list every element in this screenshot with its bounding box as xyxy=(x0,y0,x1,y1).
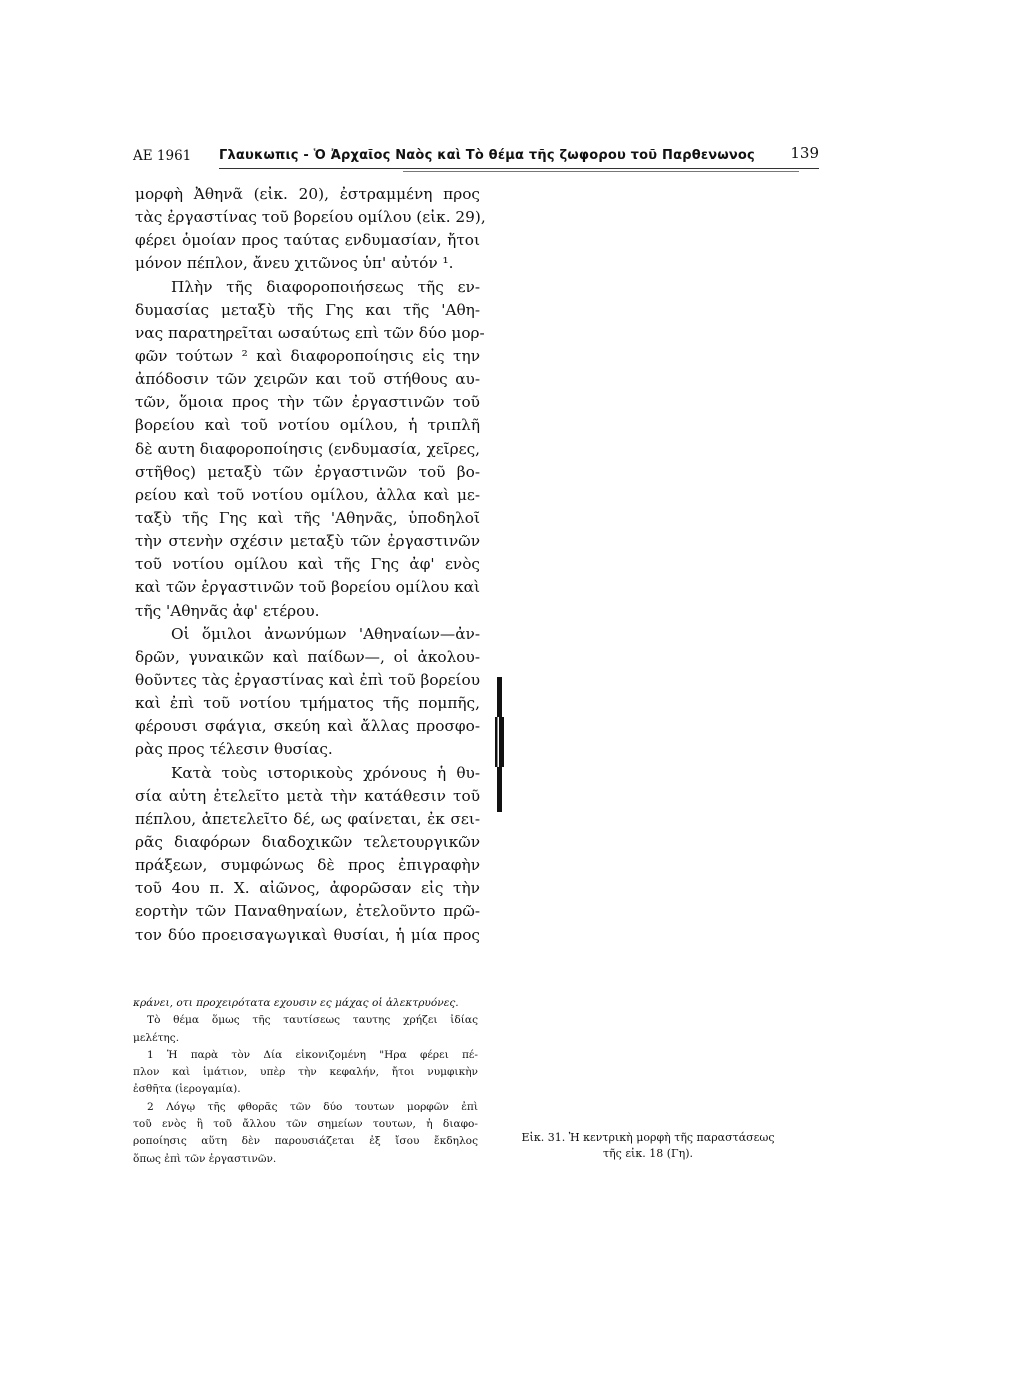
text-line: πράξεων, συμφώνως δὲ προς ἐπιγραφὴν xyxy=(135,856,480,875)
text-line: θοῦντες τὰς ἐργαστίνας καὶ ἐπὶ τοῦ βορείου xyxy=(135,670,480,689)
figure-edge-artifact xyxy=(495,677,504,812)
caption-line-1: Εἰκ. 31. Ἡ κεντρικὴ μορφὴ τῆς παραστάσεως xyxy=(521,1131,775,1144)
text-line: τοῦ νοτίου ομίλου καὶ τῆς Γης ἀφ' ενὸς xyxy=(135,555,480,574)
footnote-line: μελέτης. xyxy=(133,1031,180,1044)
text-line: σία αὐτη ἐτελεῖτο μετὰ τὴν κατάθεσιν τοῦ xyxy=(135,786,480,805)
header-rule xyxy=(219,168,819,169)
text-line: καὶ τῶν ἐργαστινῶν τοῦ βορείου ομίλου καὶ xyxy=(135,578,480,597)
text-line: δρῶν, γυναικῶν καὶ παίδων—, οἱ ἀκολου- xyxy=(135,647,480,666)
text-line: στῆθος) μεταξὺ τῶν ἐργαστινῶν τοῦ βο- xyxy=(135,462,480,481)
caption-line-2: τῆς εἰκ. 18 (Γη). xyxy=(602,1147,693,1160)
footnote-line: Τὸ θέμα ὅμως τῆς ταυτίσεως ταυτης χρήζει ἰδίας xyxy=(147,1014,478,1027)
text-line: καὶ ἐπὶ τοῦ νοτίου τμήματος τῆς πομπῆς, xyxy=(135,694,480,713)
text-line: Κατὰ τοὺς ιστορικοὺς χρόνους ἡ θυ- xyxy=(171,763,480,782)
header-rule-secondary xyxy=(403,171,799,172)
running-header xyxy=(133,144,819,170)
text-line: ἀπόδοσιν τῶν χειρῶν και τοῦ στήθους αυ- xyxy=(135,370,480,389)
main-text-column xyxy=(135,183,486,947)
text-line: βορείου καὶ τοῦ νοτίου ομίλου, ἡ τριπλῆ xyxy=(135,416,480,435)
text-line: φέρει ὁμοίαν προς ταύτας ενδυμασίαν, ἤτοι xyxy=(135,231,480,250)
footnote-line: ὅπως ἐπὶ τῶν ἐργαστινῶν. xyxy=(133,1152,277,1165)
text-line: πέπλου, ἀπετελεῖτο δέ, ως φαίνεται, ἐκ σει- xyxy=(135,809,480,828)
journal-folio: ΑΕ 1961 xyxy=(133,148,192,164)
text-line: δὲ αυτη διαφοροποίησις (ενδυμασία, χεῖρες, xyxy=(135,439,480,458)
footnote-line: ροποίησις αὕτη δὲν παρουσιάζεται ἐξ ἴσου ἔκδηλος xyxy=(133,1135,478,1148)
figure-caption xyxy=(503,1130,793,1162)
text-line: μορφὴ Ἀθηνᾶ (εἰκ. 20), ἐστραμμένη προς xyxy=(135,185,480,203)
running-title: Γλαυκωπις - Ὁ Ἀρχαῖος Ναὸς καὶ Τὸ θέμα τῆς ζωφορου τοῦ Παρθενωνος xyxy=(219,148,755,163)
footnote-line: πλον καὶ ἱμάτιον, υπὲρ τὴν κεφαλήν, ἤτοι νυμφικὴν xyxy=(133,1066,478,1079)
text-line: ταξὺ τῆς Γης καὶ τῆς 'Αθηνᾶς, ὑποδηλοῖ xyxy=(135,508,480,527)
text-line: τὴν στενὴν σχέσιν μεταξὺ τῶν ἐργαστινῶν xyxy=(135,532,480,551)
text-line: τὰς ἐργαστίνας τοῦ βορείου ομίλου (εἰκ. 29), xyxy=(135,208,486,227)
text-line: φῶν τούτων ² καὶ διαφοροποίησις εἰς την xyxy=(135,346,480,365)
text-line: Πλὴν τῆς διαφοροποιήσεως τῆς εν- xyxy=(171,277,480,296)
text-line: τοῦ 4ου π. Χ. αἰῶνος, ἀφορῶσαν εἰς τὴν xyxy=(135,879,480,898)
text-line: μόνον πέπλον, ἄνευ χιτῶνος ὑπ' αὐτόν ¹. xyxy=(135,254,454,273)
page-number: 139 xyxy=(790,144,819,162)
footnote-line: κράνει, οτι προχειρότατα εχουσιν ες μάχας οἱ ἀλεκτρυόνες. xyxy=(133,997,459,1009)
footnotes xyxy=(133,995,478,1168)
text-line: ρᾶς διαφόρων διαδοχικῶν τελετουργικῶν xyxy=(135,832,480,851)
text-line: εορτὴν τῶν Παναθηναίων, ἐτελοῦντο πρῶ- xyxy=(135,902,480,921)
text-line: ρείου καὶ τοῦ νοτίου ομίλου, ἀλλα καὶ με- xyxy=(135,485,480,504)
footnote-line: ἐσθῆτα (ἱερογαμία). xyxy=(133,1083,241,1096)
text-line: δυμασίας μεταξὺ τῆς Γης και τῆς 'Αθη- xyxy=(135,300,480,319)
text-line: Οἱ ὅμιλοι ἀνωνύμων 'Αθηναίων—ἀν- xyxy=(171,624,480,643)
text-line: τῆς 'Αθηνᾶς ἀφ' ετέρου. xyxy=(135,601,320,620)
text-line: νας παρατηρεῖται ωσαύτως επὶ τῶν δύο μορ- xyxy=(135,323,485,342)
text-line: ρὰς προς τέλεσιν θυσίας. xyxy=(135,740,333,759)
footnote-line: 2 Λόγῳ τῆς φθορᾶς τῶν δύο τουτων μορφῶν ἐπὶ xyxy=(147,1100,478,1113)
footnote-line: 1 Ἡ παρὰ τὸν Δία εἰκονιζομένη "Ηρα φέρει πέ- xyxy=(147,1048,478,1061)
text-line: τῶν, ὅμοια προς τὴν τῶν ἐργαστινῶν τοῦ xyxy=(135,393,480,412)
footnote-line: τοῦ ενὸς ἢ τοῦ ἄλλου τῶν σημείων τουτων, ἡ διαφο- xyxy=(133,1118,478,1131)
text-line: φέρουσι σφάγια, σκεύη καὶ ἄλλας προσφο- xyxy=(135,717,480,736)
text-line: τον δύο προεισαγωγικαὶ θυσίαι, ἡ μία προς xyxy=(135,925,480,944)
